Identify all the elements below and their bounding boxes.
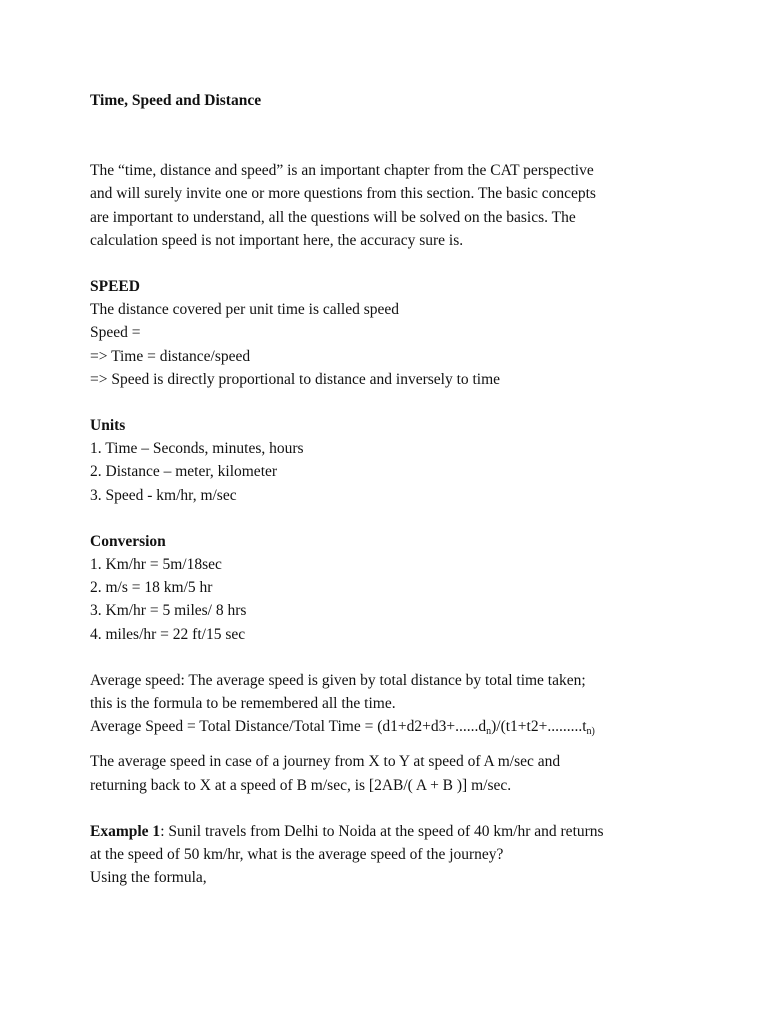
units-item: 2. Distance – meter, kilometer: [90, 463, 278, 481]
intro-line: The “time, distance and speed” is an important chapter from the CAT perspective: [90, 162, 594, 180]
speed-section: [90, 275, 690, 391]
average-line: Average speed: The average speed is given by total distance by total time taken;: [90, 671, 586, 689]
formula-subscript: n: [486, 726, 492, 738]
conversion-heading: Conversion: [90, 532, 166, 550]
intro-line: are important to understand, all the questions will be solved on the basics. The: [90, 208, 576, 226]
example-line: Using the formula,: [90, 869, 207, 887]
document-title: Time, Speed and Distance: [90, 92, 262, 109]
example-line: at the speed of 50 km/hr, what is the average speed of the journey?: [90, 846, 504, 864]
speed-line: => Speed is directly proportional to distance and inversely to time: [90, 370, 501, 388]
formula-subscript: n): [586, 726, 595, 738]
conversion-item: 2. m/s = 18 km/5 hr: [90, 579, 213, 597]
intro-paragraph: [90, 159, 690, 252]
conversion-item: 4. miles/hr = 22 ft/15 sec: [90, 625, 246, 643]
units-item: 1. Time – Seconds, minutes, hours: [90, 440, 304, 458]
formula-prefix: Average Speed = Total Distance/Total Time = (d1+d2+d3+......d: [90, 718, 487, 736]
example-line: [90, 820, 690, 843]
units-heading: Units: [90, 417, 126, 435]
round-trip-line: returning back to X at a speed of B m/sec, is [2AB/( A + B )] m/sec.: [90, 776, 512, 794]
intro-line: calculation speed is not important here, the accuracy sure is.: [90, 231, 464, 249]
document-content: [90, 89, 690, 889]
average-formula: [90, 715, 690, 738]
units-section: [90, 414, 690, 507]
average-line: this is the formula to be remembered all the time.: [90, 695, 396, 713]
speed-line: Speed =: [90, 324, 141, 342]
example-label: Example 1: [90, 822, 161, 840]
conversion-item: 3. Km/hr = 5 miles/ 8 hrs: [90, 602, 247, 620]
example-1-section: [90, 820, 690, 890]
units-item: 3. Speed - km/hr, m/sec: [90, 486, 237, 504]
speed-line: => Time = distance/speed: [90, 347, 251, 365]
example-text: : Sunil travels from Delhi to Noida at the speed of 40 km/hr and returns: [160, 822, 604, 840]
speed-heading: SPEED: [90, 278, 140, 296]
conversion-section: [90, 530, 690, 646]
conversion-item: 1. Km/hr = 5m/18sec: [90, 556, 222, 574]
intro-line: and will surely invite one or more questions from this section. The basic concepts: [90, 185, 596, 203]
round-trip-line: The average speed in case of a journey from X to Y at speed of A m/sec and: [90, 753, 561, 771]
average-speed-section: [90, 669, 690, 797]
formula-middle: )/(t1+t2+.........t: [491, 718, 587, 736]
speed-line: The distance covered per unit time is called speed: [90, 301, 400, 319]
